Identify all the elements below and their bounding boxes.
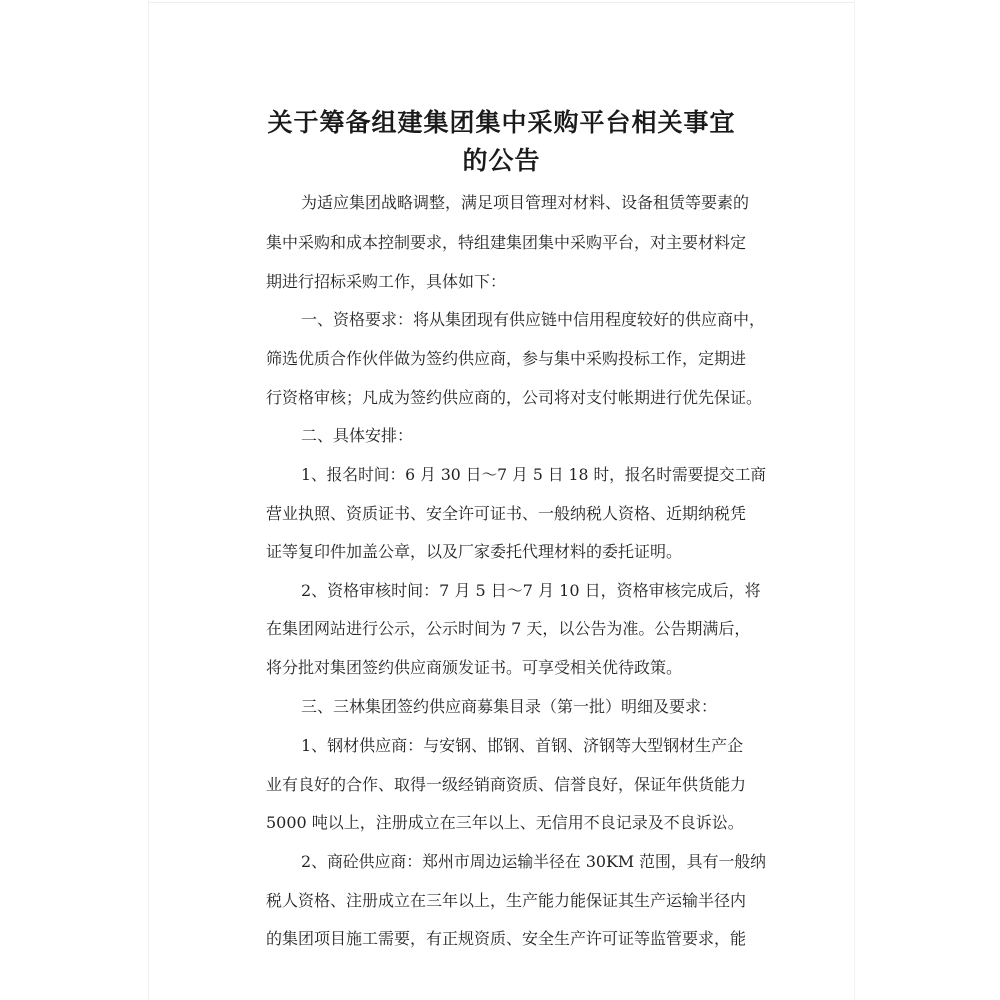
body-line: 行资格审核；凡成为签约供应商的，公司将对支付帐期进行优先保证。: [266, 388, 763, 407]
page-top-edge: [149, 2, 854, 3]
body-line: 证等复印件加盖公章，以及厂家委托代理材料的委托证明。: [266, 542, 683, 561]
body-line: 为适应集团战略调整，满足项目管理对材料、设备租赁等要素的: [301, 193, 750, 212]
body-line: 税人资格、注册成立在三年以上，生产能力能保证其生产运输半径内: [266, 891, 747, 910]
body-line: 一、资格要求：将从集团现有供应链中信用程度较好的供应商中，: [301, 310, 766, 329]
document-title-line-2: 的公告: [462, 146, 541, 175]
body-line: 筛选优质合作伙伴做为签约供应商，参与集中采购投标工作，定期进: [266, 349, 747, 368]
body-line: 将分批对集团签约供应商颁发证书。可享受相关优待政策。: [266, 658, 683, 677]
body-line: 期进行招标采购工作，具体如下：: [266, 272, 507, 291]
document-title-line-1: 关于筹备组建集团集中采购平台相关事宜: [267, 108, 736, 137]
body-line: 2、商砼供应商：郑州市周边运输半径在 30KM 范围，具有一般纳: [301, 852, 767, 871]
document-page: [148, 0, 855, 1000]
body-line: 5000 吨以上，注册成立在三年以上、无信用不良记录及不良诉讼。: [266, 813, 744, 832]
body-line: 在集团网站进行公示，公示时间为 7 天，以公告为准。公告期满后，: [266, 619, 751, 638]
body-line: 业有良好的合作、取得一级经销商资质、信誉良好，保证年供货能力: [266, 775, 747, 794]
body-line: 集中采购和成本控制要求，特组建集团集中采购平台，对主要材料定: [266, 233, 747, 252]
body-line: 2、资格审核时间：7 月 5 日～7 月 10 日，资格审核完成后，将: [301, 581, 761, 600]
section-heading: 二、具体安排：: [301, 426, 414, 445]
body-line: 的集团项目施工需要，有正规资质、安全生产许可证等监管要求，能: [266, 929, 747, 948]
body-line: 1、钢材供应商：与安钢、邯钢、首钢、济钢等大型钢材生产企: [301, 736, 744, 755]
body-line: 1、报名时间：6 月 30 日～7 月 5 日 18 时，报名时需要提交工商: [301, 465, 767, 484]
section-heading: 三、三林集团签约供应商募集目录（第一批）明细及要求：: [301, 697, 718, 716]
body-line: 营业执照、资质证书、安全许可证书、一般纳税人资格、近期纳税凭: [266, 504, 747, 523]
